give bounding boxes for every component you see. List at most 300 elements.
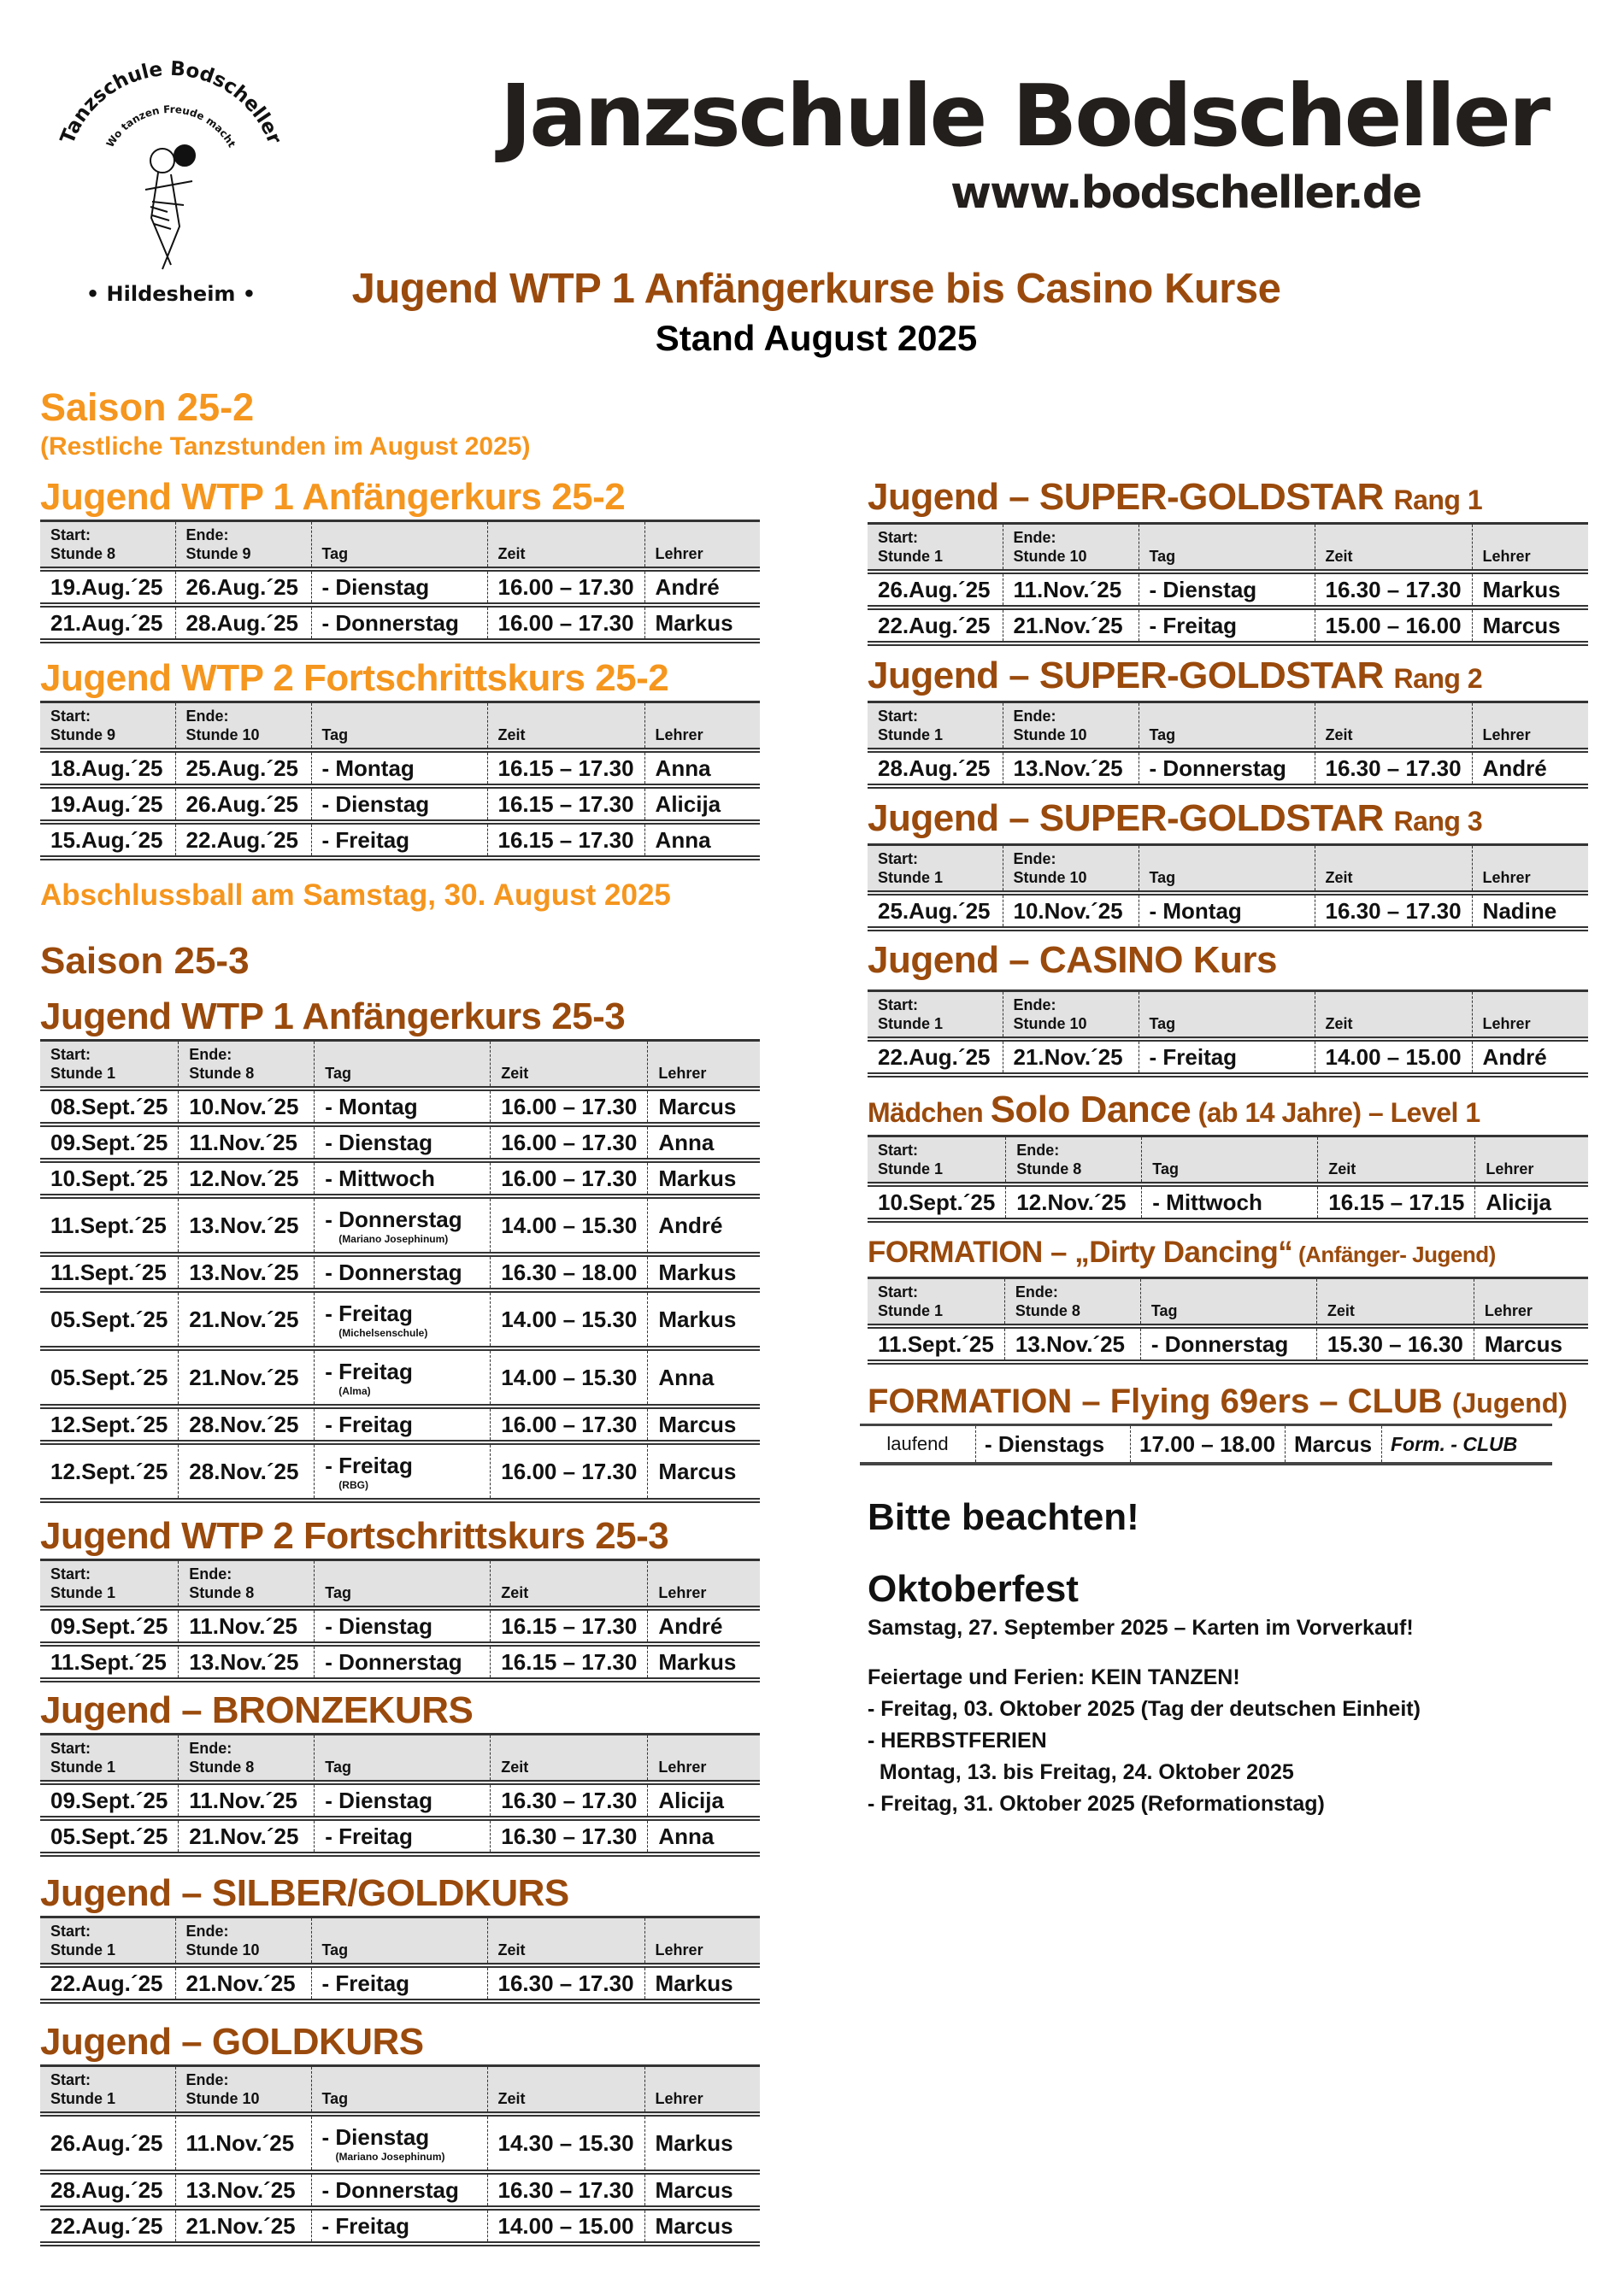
table-header-row [868, 524, 1588, 573]
end-value: 10.Nov.´25 [1013, 897, 1123, 924]
cell-teacher [1472, 572, 1588, 608]
section-heading-part: Jugend WTP 2 Fortschrittskurs 25-3 [40, 1515, 669, 1557]
cell-time [491, 1782, 648, 1818]
cell-start [40, 1782, 179, 1818]
column-header-end: Ende: Stunde 8 [1006, 1136, 1142, 1185]
section-heading [40, 2022, 760, 2063]
start-value: 12.Sept.´25 [50, 1411, 168, 1437]
venue-note: (Mariano Josephinum) [335, 2150, 445, 2163]
day-value: - Donnerstag [321, 2176, 459, 2203]
time-value: 14.00 – 15.30 [501, 1212, 638, 1238]
column-header-time: Zeit [1315, 991, 1472, 1040]
table-row [868, 750, 1588, 786]
cell-end [179, 1348, 315, 1406]
start-value: 10.Sept.´25 [878, 1189, 996, 1215]
cell-end [179, 1125, 315, 1160]
section-heading [868, 798, 1588, 842]
column-header-time: Zeit [487, 1917, 644, 1966]
column-header-end: Ende: Stunde 10 [175, 2066, 311, 2115]
start-value: 25.Aug.´25 [878, 897, 991, 924]
section-heading-part: Jugend WTP 1 Anfängerkurs 25-2 [40, 476, 626, 518]
cell-start [868, 750, 1003, 786]
column-header-start: Start: Stunde 1 [868, 1136, 1006, 1185]
cell-start [40, 2208, 175, 2244]
cell-start [868, 893, 1003, 929]
cell-teacher [644, 786, 760, 822]
time-value: 16.30 – 17.30 [497, 1970, 634, 1996]
day-value: - Freitag [325, 1300, 413, 1326]
cell-end [1003, 750, 1139, 786]
column-header-start: Start: Stunde 1 [868, 845, 1003, 894]
club-heading-title: FORMATION – Flying 69ers – CLUB [868, 1383, 1443, 1420]
teacher-value: Markus [1482, 576, 1561, 602]
cell-day [311, 1965, 487, 2001]
cell-day [315, 1125, 491, 1160]
course-table [868, 522, 1588, 646]
day-value: - Freitag [321, 2212, 410, 2239]
cell-day [315, 1608, 491, 1644]
course-table [868, 989, 1588, 1078]
time-value: 16.30 – 17.30 [501, 1823, 638, 1849]
cell-time [491, 1348, 648, 1406]
time-value: 14.00 – 15.30 [501, 1306, 638, 1332]
column-header-end: Ende: Stunde 10 [1003, 845, 1139, 894]
column-header-teacher: Lehrer [644, 2066, 760, 2115]
teacher-value: André [1482, 755, 1547, 781]
table-row [40, 1406, 760, 1442]
cell-start [40, 1160, 179, 1196]
end-value: 21.Nov.´25 [185, 2212, 296, 2239]
cell-time [1315, 608, 1472, 643]
start-value: 22.Aug.´25 [878, 1043, 991, 1070]
start-value: 12.Sept.´25 [50, 1458, 168, 1484]
club-day: - Dienstags [976, 1425, 1131, 1465]
column-header-teacher: Lehrer [1474, 1278, 1588, 1327]
cell-teacher [648, 1406, 760, 1442]
section-heading [40, 1690, 760, 1731]
time-value: 16.15 – 17.30 [501, 1648, 638, 1675]
table-header-row [40, 1735, 760, 1783]
cell-day [1140, 1326, 1316, 1362]
cell-day [315, 1782, 491, 1818]
column-header-teacher: Lehrer [1472, 524, 1588, 573]
cell-start [868, 572, 1003, 608]
time-value: 14.00 – 15.30 [501, 1364, 638, 1390]
column-header-day: Tag [315, 1735, 491, 1783]
table-row [40, 605, 760, 641]
column-header-start: Start: Stunde 1 [868, 702, 1003, 751]
cell-teacher [648, 1644, 760, 1680]
section-heading-part: Mädchen [868, 1097, 991, 1128]
cell-end [179, 1160, 315, 1196]
column-header-time: Zeit [1318, 1136, 1475, 1185]
time-value: 14.00 – 15.00 [1325, 1043, 1462, 1070]
cell-day [315, 1348, 491, 1406]
section-heading-part: Rang 3 [1393, 806, 1483, 837]
teacher-value: André [655, 573, 720, 600]
teacher-value: André [658, 1212, 723, 1238]
start-value: 28.Aug.´25 [50, 2176, 163, 2203]
start-value: 05.Sept.´25 [50, 1306, 168, 1332]
cell-day [1139, 893, 1315, 929]
column-header-day: Tag [1142, 1136, 1318, 1185]
cell-day [311, 786, 487, 822]
section-heading [868, 1089, 1588, 1133]
column-header-start: Start: Stunde 1 [868, 1278, 1004, 1327]
time-value: 16.15 – 17.30 [497, 790, 634, 817]
cell-end [179, 1442, 315, 1500]
end-value: 25.Aug.´25 [185, 755, 298, 781]
column-header-time: Zeit [491, 1560, 648, 1609]
cell-start [40, 1089, 179, 1125]
cell-teacher [648, 1254, 760, 1290]
section-heading [868, 655, 1588, 699]
time-value: 15.00 – 16.00 [1325, 612, 1462, 638]
course-section-wtp1-252 [40, 477, 760, 643]
cell-time [487, 822, 644, 858]
column-header-time: Zeit [1315, 524, 1472, 573]
cell-start [40, 2114, 175, 2172]
section-heading-part: Rang 2 [1393, 663, 1483, 694]
cell-start [40, 2172, 175, 2208]
cell-time [491, 1089, 648, 1125]
day-value: - Dienstag [321, 573, 430, 600]
club-type: Form. - CLUB [1382, 1425, 1553, 1465]
teacher-value: Anna [658, 1129, 715, 1155]
teacher-value: Anna [655, 826, 711, 853]
column-header-end: Ende: Stunde 10 [175, 1917, 311, 1966]
start-value: 28.Aug.´25 [878, 755, 991, 781]
column-header-time: Zeit [487, 702, 644, 751]
cell-time [487, 2208, 644, 2244]
column-header-time: Zeit [1315, 702, 1472, 751]
cell-start [40, 750, 175, 786]
day-value: - Dienstag [325, 1787, 432, 1813]
cell-start [40, 1442, 179, 1500]
column-header-teacher: Lehrer [644, 521, 760, 570]
cell-end [179, 1608, 315, 1644]
table-row [40, 2172, 760, 2208]
end-value: 13.Nov.´25 [189, 1648, 299, 1675]
table-header-row [40, 2066, 760, 2115]
column-header-day: Tag [315, 1041, 491, 1089]
cell-end [175, 750, 311, 786]
section-heading-part: Jugend WTP 2 Fortschrittskurs 25-2 [40, 657, 669, 699]
start-value: 22.Aug.´25 [50, 1970, 163, 1996]
column-header-day: Tag [1140, 1278, 1316, 1327]
column-header-start: Start: Stunde 1 [40, 1041, 179, 1089]
column-header-teacher: Lehrer [1472, 702, 1588, 751]
table-row [860, 1425, 1552, 1465]
time-value: 15.30 – 16.30 [1327, 1330, 1463, 1357]
course-table [40, 1039, 760, 1503]
column-header-end: Ende: Stunde 8 [179, 1735, 315, 1783]
column-header-teacher: Lehrer [1475, 1136, 1588, 1185]
cell-day [1139, 750, 1315, 786]
table-row [868, 572, 1588, 608]
cell-start [40, 1818, 179, 1854]
column-header-teacher: Lehrer [644, 702, 760, 751]
column-header-day: Tag [1139, 845, 1315, 894]
teacher-value: Marcus [658, 1093, 737, 1119]
cell-start [40, 1965, 175, 2001]
column-header-start: Start: Stunde 1 [868, 524, 1003, 573]
course-section-dirty [868, 1230, 1588, 1365]
end-value: 11.Nov.´25 [1013, 576, 1122, 602]
start-value: 09.Sept.´25 [50, 1612, 168, 1639]
cell-teacher [648, 1442, 760, 1500]
teacher-value: Anna [658, 1823, 715, 1849]
end-value: 28.Nov.´25 [189, 1411, 299, 1437]
cell-teacher [1472, 608, 1588, 643]
table-row [40, 1160, 760, 1196]
section-heading [40, 1516, 760, 1557]
day-value: - Montag [325, 1093, 418, 1119]
cell-start [40, 1348, 179, 1406]
brand-name: Janzschule Bodscheller [500, 66, 1549, 166]
time-value: 16.00 – 17.30 [501, 1411, 638, 1437]
oktoberfest-heading: Oktoberfest [868, 1568, 1079, 1610]
table-row [40, 2208, 760, 2244]
course-section-casino [868, 940, 1588, 1078]
end-value: 21.Nov.´25 [185, 1970, 296, 1996]
table-row [40, 1254, 760, 1290]
cell-day [315, 1406, 491, 1442]
course-table [40, 520, 760, 643]
course-section-wtp2-252 [40, 658, 760, 860]
start-value: 19.Aug.´25 [50, 790, 163, 817]
time-value: 14.30 – 15.30 [497, 2129, 634, 2156]
teacher-value: Markus [658, 1306, 737, 1332]
cell-time [1315, 1039, 1472, 1075]
table-header-row [868, 991, 1588, 1040]
cell-teacher [644, 605, 760, 641]
cell-time [1315, 572, 1472, 608]
time-value: 16.00 – 17.30 [497, 609, 634, 636]
cell-teacher [1472, 1039, 1588, 1075]
day-value: - Freitag [325, 1823, 413, 1849]
start-value: 26.Aug.´25 [50, 2129, 163, 2156]
column-header-day: Tag [1139, 702, 1315, 751]
table-row [40, 1608, 760, 1644]
time-value: 16.30 – 17.30 [1325, 897, 1462, 924]
day-value: - Donnerstag [325, 1648, 462, 1675]
course-section-silbergold [40, 1873, 760, 2004]
cell-teacher [648, 1089, 760, 1125]
start-value: 10.Sept.´25 [50, 1165, 168, 1191]
cell-end [1006, 1184, 1142, 1220]
time-value: 16.15 – 17.30 [501, 1612, 638, 1639]
cell-start [868, 1039, 1003, 1075]
teacher-value: Anna [658, 1364, 715, 1390]
cell-teacher [1472, 750, 1588, 786]
cell-time [1315, 893, 1472, 929]
cell-end [179, 1254, 315, 1290]
column-header-teacher: Lehrer [648, 1560, 760, 1609]
table-header-row [868, 1136, 1588, 1185]
teacher-value: Marcus [658, 1458, 737, 1484]
cell-time [491, 1608, 648, 1644]
section-heading-part: Jugend – SUPER-GOLDSTAR [868, 476, 1394, 518]
start-value: 08.Sept.´25 [50, 1093, 168, 1119]
club-teacher: Marcus [1286, 1425, 1382, 1465]
column-header-time: Zeit [1315, 845, 1472, 894]
cell-time [491, 1254, 648, 1290]
column-header-start: Start: Stunde 1 [40, 1917, 175, 1966]
time-value: 16.30 – 17.30 [497, 2176, 634, 2203]
column-header-end: Ende: Stunde 9 [175, 521, 311, 570]
section-heading [40, 658, 760, 699]
start-value: 22.Aug.´25 [50, 2212, 163, 2239]
time-value: 16.30 – 17.30 [1325, 576, 1462, 602]
start-value: 05.Sept.´25 [50, 1364, 168, 1390]
teacher-value: Alicija [658, 1787, 724, 1813]
cell-teacher [648, 1818, 760, 1854]
cell-end [175, 605, 311, 641]
column-header-end: Ende: Stunde 8 [179, 1560, 315, 1609]
end-value: 11.Nov.´25 [185, 2129, 295, 2156]
section-heading [40, 996, 760, 1037]
final-ball-notice: Abschlussball am Samstag, 30. August 2025 [40, 878, 671, 912]
club-time: 17.00 – 18.00 [1131, 1425, 1286, 1465]
table-row [40, 1196, 760, 1254]
cell-day [1139, 608, 1315, 643]
teacher-value: Marcus [658, 1411, 737, 1437]
website-url[interactable]: www.bodscheller.de [950, 167, 1421, 219]
end-value: 21.Nov.´25 [189, 1823, 299, 1849]
time-value: 16.30 – 17.30 [501, 1787, 638, 1813]
club-table [860, 1424, 1552, 1465]
course-table [868, 843, 1588, 931]
course-section-bronze [40, 1690, 760, 1857]
column-header-end: Ende: Stunde 10 [1003, 524, 1139, 573]
venue-note: (Mariano Josephinum) [338, 1232, 449, 1245]
club-status: laufend [886, 1433, 949, 1454]
cell-teacher [644, 2114, 760, 2172]
start-value: 09.Sept.´25 [50, 1129, 168, 1155]
column-header-start: Start: Stunde 1 [40, 2066, 175, 2115]
column-header-end: Ende: Stunde 10 [1003, 702, 1139, 751]
cell-time [491, 1160, 648, 1196]
table-row [868, 1326, 1588, 1362]
section-heading [868, 1230, 1588, 1275]
venue-note: (RBG) [338, 1478, 368, 1491]
column-header-start: Start: Stunde 8 [40, 521, 175, 570]
cell-time [491, 1818, 648, 1854]
page-subtitle: Stand August 2025 [655, 318, 978, 358]
column-header-end: Ende: Stunde 10 [1003, 991, 1139, 1040]
teacher-value: André [658, 1612, 723, 1639]
section-heading-part: Jugend – SUPER-GOLDSTAR [868, 655, 1394, 696]
column-header-time: Zeit [1316, 1278, 1474, 1327]
day-value: - Dienstag [325, 1612, 432, 1639]
table-row [40, 1442, 760, 1500]
cell-end [175, 1965, 311, 2001]
end-value: 26.Aug.´25 [185, 790, 298, 817]
teacher-value: Markus [655, 2129, 733, 2156]
column-header-day: Tag [1139, 991, 1315, 1040]
table-row [40, 1782, 760, 1818]
cell-end [179, 1782, 315, 1818]
cell-day [315, 1196, 491, 1254]
day-value: - Dienstag [1149, 576, 1257, 602]
cell-time [487, 569, 644, 605]
end-value: 11.Nov.´25 [189, 1129, 297, 1155]
section-heading-part: Jugend – GOLDKURS [40, 2021, 424, 2063]
teacher-value: Markus [655, 1970, 733, 1996]
holiday-item: Montag, 13. bis Freitag, 24. Oktober 2025 [868, 1760, 1294, 1784]
course-section-wtp1-253 [40, 996, 760, 1503]
day-value: - Freitag [321, 1970, 410, 1996]
section-heading [40, 477, 760, 518]
teacher-value: Markus [655, 609, 733, 636]
day-value: - Montag [1149, 897, 1242, 924]
cell-time [487, 1965, 644, 2001]
cell-day [1139, 1039, 1315, 1075]
day-value: - Donnerstag [1150, 1330, 1289, 1357]
cell-start [40, 1290, 179, 1348]
column-header-day: Tag [311, 702, 487, 751]
teacher-value: Marcus [655, 2176, 733, 2203]
end-value: 28.Nov.´25 [189, 1458, 299, 1484]
section-heading-part: Rang 1 [1393, 484, 1483, 515]
course-section-wtp2-253 [40, 1516, 760, 1682]
cell-time [487, 2114, 644, 2172]
cell-day [315, 1254, 491, 1290]
cell-teacher [644, 1965, 760, 2001]
day-value: - Donnerstag [1149, 755, 1286, 781]
start-value: 21.Aug.´25 [50, 609, 163, 636]
section-heading-part: Solo Dance [990, 1089, 1192, 1130]
teacher-value: Alicija [655, 790, 721, 817]
cell-day [311, 822, 487, 858]
column-header-teacher: Lehrer [1472, 991, 1588, 1040]
club-heading [868, 1383, 1568, 1422]
club-heading-suffix: (Jugend) [1451, 1388, 1568, 1418]
table-row [868, 608, 1588, 643]
cell-day [311, 2114, 487, 2172]
table-row [868, 1184, 1588, 1220]
cell-time [491, 1125, 648, 1160]
section-heading-part: Jugend WTP 1 Anfängerkurs 25-3 [40, 995, 626, 1037]
start-value: 19.Aug.´25 [50, 573, 163, 600]
cell-day [311, 750, 487, 786]
section-heading-part: Jugend – SUPER-GOLDSTAR [868, 797, 1394, 839]
end-value: 21.Nov.´25 [189, 1306, 299, 1332]
day-value: - Freitag [1149, 612, 1238, 638]
table-row [40, 1818, 760, 1854]
day-value: - Freitag [1149, 1043, 1238, 1070]
column-header-end: Ende: Stunde 8 [1004, 1278, 1140, 1327]
cell-end [179, 1406, 315, 1442]
table-header-row [40, 521, 760, 570]
teacher-value: André [1482, 1043, 1547, 1070]
time-value: 16.30 – 17.30 [1325, 755, 1462, 781]
cell-end [175, 2208, 311, 2244]
section-heading-part: (ab 14 Jahre) – Level 1 [1191, 1097, 1480, 1128]
course-section-gold [40, 2022, 760, 2246]
cell-end [175, 786, 311, 822]
cell-time [491, 1290, 648, 1348]
cell-day [315, 1644, 491, 1680]
time-value: 16.30 – 18.00 [501, 1259, 638, 1285]
cell-teacher [648, 1782, 760, 1818]
course-section-sg3 [868, 798, 1588, 931]
column-header-teacher: Lehrer [644, 1917, 760, 1966]
day-value: - Freitag [325, 1358, 413, 1384]
course-table [40, 2064, 760, 2246]
cell-start [868, 1326, 1004, 1362]
